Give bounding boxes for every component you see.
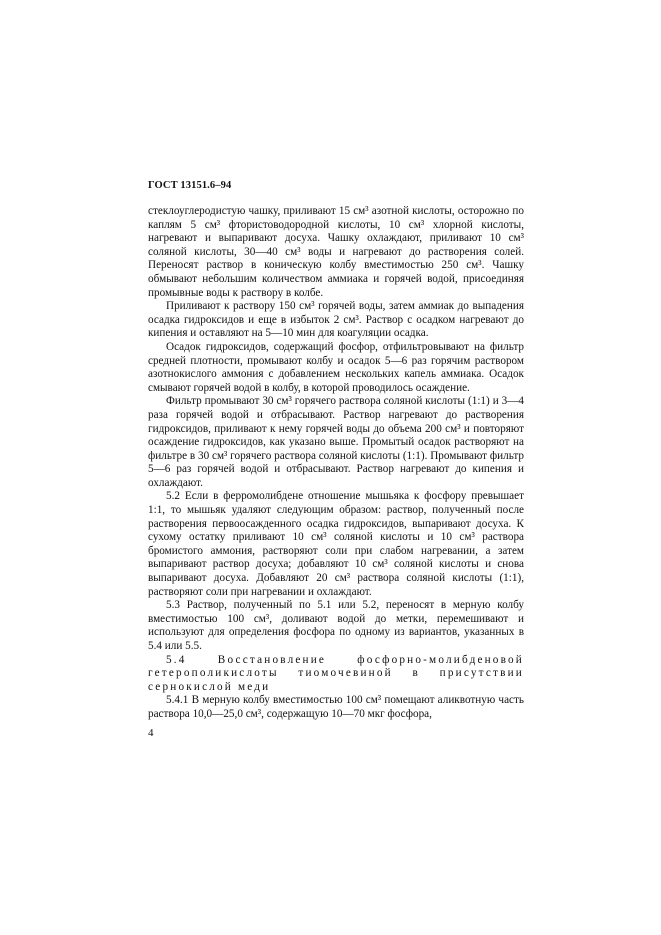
paragraph-1: стеклоуглеродистую чашку, приливают 15 см³ азотной кислоты, осторожно по каплям 5 см³ фтористоводородной кислоты, 10 см³ хлорной кислоты, нагревают и выпаривают досуха. Чашку охлаждают, приливают 10 см³ соляной кислоты, 30—40 см³ воды и нагревают до растворения солей. Переносят раствор в коническую колбу вместимостью 250 см³. Чашку обмывают небольшим количеством аммиака и горячей водой, присоединяя промывные воды к раствору в колбе.: [148, 205, 524, 299]
document-body: [148, 205, 524, 722]
paragraph-2: Приливают к раствору 150 см³ горячей воды, затем аммиак до выпадения осадка гидроксидов и еще в избыток 2 см³. Раствор с осадком нагревают до кипения и оставляют на 5—10 мин для коагуляции осадка.: [148, 300, 524, 340]
paragraph-4: Фильтр промывают 30 см³ горячего раствора соляной кислоты (1:1) и 3—4 раза горячей водой и отбрасывают. Раствор нагревают до растворения гидроксидов, приливают к нему горячей воды до объема 200 см³ и повторяют осаждение гидроксидов, как указано выше. Промытый осадок растворяют на фильтре в 30 см³ горячего раствора соляной кислоты (1:1). Промывают фильтр 5—6 раз горячей водой и отбрасывают. Раствор нагревают до кипения и охлаждают.: [148, 395, 524, 489]
document-header: ГОСТ 13151.6–94: [148, 180, 232, 191]
paragraph-3: Осадок гидроксидов, содержащий фосфор, отфильтровывают на фильтр средней плотности, промывают колбу и осадок 5—6 раз горячим раствором азотнокислого аммония с добавлением нескольких капель аммиака. Осадок смывают горячей водой в колбу, в которой проводилось осаждение.: [148, 340, 524, 394]
paragraph-5-4-1: 5.4.1 В мерную колбу вместимостью 100 см³ помещают аликвотную часть раствора 10,0—25,0 см³, содержащую 10—70 мкг фосфора,: [148, 694, 524, 720]
page-number: 4: [148, 727, 154, 739]
section-heading-5-4: 5.4 Восстановление фосфорно-молибденовой гетерополикислоты тиомочевиной в присутствии сернокислой меди: [148, 653, 524, 693]
paragraph-5-2: 5.2 Если в ферромолибдене отношение мышьяка к фосфору превышает 1:1, то мышьяк удаляют следующим образом: раствор, полученный после растворения первоосажденного осадка гидроксидов, выпаривают досуха. К сухому остатку приливают 10 см³ соляной кислоты и 10 см³ раствора бромистого аммония, растворяют соли при слабом нагревании, а затем выпаривают раствор досуха; добавляют 10 см³ соляной кислоты и снова выпаривают досуха. Добавляют 20 см³ раствора соляной кислоты (1:1), растворяют соли при нагревании и охлаждают.: [148, 490, 524, 598]
paragraph-5-3: 5.3 Раствор, полученный по 5.1 или 5.2, переносят в мерную колбу вместимостью 100 см³, доливают водой до метки, перемешивают и используют для определения фосфора по одному из вариантов, указанных в 5.4 или 5.5.: [148, 599, 524, 652]
